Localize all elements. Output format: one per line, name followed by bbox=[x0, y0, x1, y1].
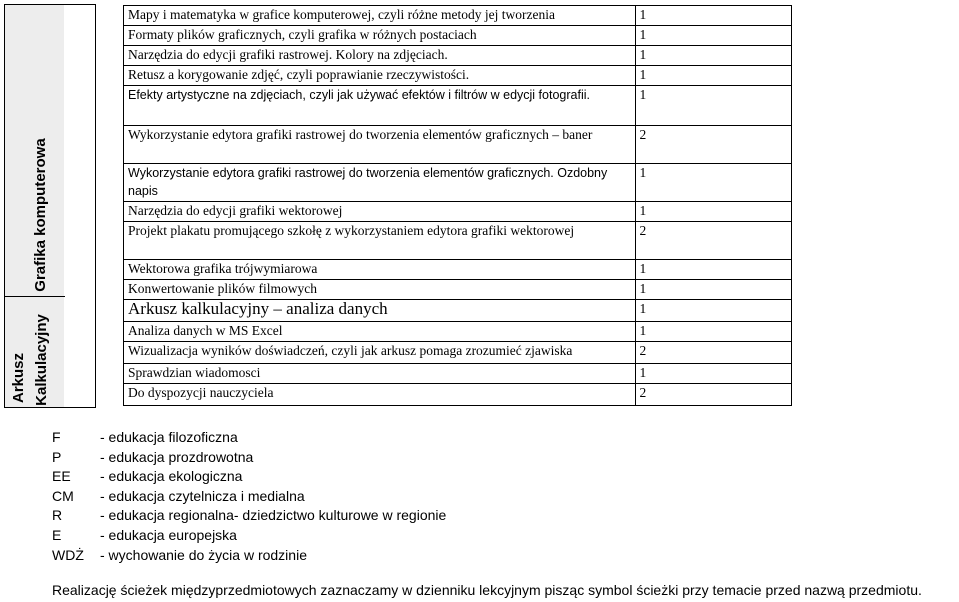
legend-description: - edukacja europejska bbox=[100, 526, 237, 543]
table-row bbox=[124, 384, 792, 406]
topic-cell: Wizualizacja wyników doświadczeń, czyli jak arkusz pomaga zrozumieć zjawiska bbox=[124, 342, 636, 364]
hours-cell: 1 bbox=[635, 6, 791, 26]
legend-code: CM bbox=[52, 487, 74, 504]
topic-cell: Projekt plakatu promującego szkołę z wykorzystaniem edytora grafiki wektorowej bbox=[124, 222, 636, 260]
hours-cell: 1 bbox=[635, 46, 791, 66]
hours-cell: 1 bbox=[635, 26, 791, 46]
section-column-white bbox=[64, 4, 96, 408]
table-row bbox=[124, 86, 792, 126]
hours-cell: 1 bbox=[635, 364, 791, 384]
legend-item bbox=[52, 546, 446, 566]
legend-item bbox=[52, 448, 446, 468]
topic-cell: Arkusz kalkulacyjny – analiza danych bbox=[124, 300, 636, 322]
legend-code: F bbox=[52, 429, 61, 445]
hours-cell: 1 bbox=[635, 280, 791, 300]
table-row bbox=[124, 26, 792, 46]
legend-code: WDŻ bbox=[52, 546, 84, 563]
legend-item bbox=[52, 467, 446, 487]
hours-cell: 2 bbox=[635, 222, 791, 260]
topic-cell: Konwertowanie plików filmowych bbox=[124, 280, 636, 300]
hours-cell: 1 bbox=[635, 322, 791, 342]
legend-description: - edukacja filozoficzna bbox=[100, 429, 238, 445]
table-row bbox=[124, 364, 792, 384]
table-row bbox=[124, 6, 792, 26]
table-row bbox=[124, 280, 792, 300]
hours-cell: 1 bbox=[635, 202, 791, 222]
table-row bbox=[124, 342, 792, 364]
table-row bbox=[124, 322, 792, 342]
legend bbox=[52, 428, 446, 565]
topic-cell: Analiza danych w MS Excel bbox=[124, 322, 636, 342]
table-row bbox=[124, 300, 792, 322]
hours-cell: 1 bbox=[635, 260, 791, 280]
table-row bbox=[124, 46, 792, 66]
section-label-grafika: Grafika komputerowa bbox=[32, 138, 49, 292]
topic-cell: Retusz a korygowanie zdjęć, czyli poprawianie rzeczywistości. bbox=[124, 66, 636, 86]
table-row bbox=[124, 202, 792, 222]
hours-cell: 1 bbox=[635, 300, 791, 322]
legend-description: - edukacja ekologiczna bbox=[100, 468, 243, 485]
topic-cell: Mapy i matematyka w grafice komputerowej, czyli różne metody jej tworzenia bbox=[124, 6, 636, 26]
topics-table bbox=[123, 5, 792, 406]
topic-cell: Efekty artystyczne na zdjęciach, czyli jak używać efektów i filtrów w edycji fotografii. bbox=[124, 86, 636, 126]
topic-cell: Formaty plików graficznych, czyli grafika w różnych postaciach bbox=[124, 26, 636, 46]
hours-cell: 2 bbox=[635, 126, 791, 164]
section-label-arkusz-line2: Kalkulacyjny bbox=[33, 314, 50, 406]
hours-cell: 1 bbox=[635, 164, 791, 202]
topic-cell: Wektorowa grafika trójwymiarowa bbox=[124, 260, 636, 280]
legend-item bbox=[52, 487, 446, 507]
topic-cell: Sprawdzian wiadomosci bbox=[124, 364, 636, 384]
hours-cell: 2 bbox=[635, 342, 791, 364]
table-row bbox=[124, 222, 792, 260]
legend-code: R bbox=[52, 507, 63, 524]
hours-cell: 1 bbox=[635, 86, 791, 126]
legend-description: - edukacja prozdrowotna bbox=[100, 448, 254, 465]
table-row bbox=[124, 260, 792, 280]
section-label-arkusz-line1: Arkusz bbox=[10, 352, 27, 404]
legend-code: P bbox=[52, 448, 62, 465]
topic-cell: Narzędzia do edycji grafiki rastrowej. Kolory na zdjęciach. bbox=[124, 46, 636, 66]
topic-cell: Narzędzia do edycji grafiki wektorowej bbox=[124, 202, 636, 222]
legend-item bbox=[52, 428, 446, 448]
footer-note: Realizację ścieżek międzyprzedmiotowych zaznaczamy w dzienniku lekcyjnym pisząc symbol ścieżki przy temacie przed nazwą przedmiotu. bbox=[52, 582, 922, 598]
table-row bbox=[124, 66, 792, 86]
legend-code: E bbox=[52, 526, 62, 543]
legend-description: - edukacja czytelnicza i medialna bbox=[100, 487, 305, 504]
legend-description: - wychowanie do życia w rodzinie bbox=[100, 546, 307, 563]
legend-item bbox=[52, 526, 446, 546]
legend-description: - edukacja regionalna- dziedzictwo kulturowe w regionie bbox=[100, 507, 447, 524]
legend-code: EE bbox=[52, 468, 71, 485]
topic-cell: Wykorzystanie edytora grafiki rastrowej do tworzenia elementów graficznych – baner bbox=[124, 126, 636, 164]
hours-cell: 1 bbox=[635, 66, 791, 86]
topic-cell: Do dyspozycji nauczyciela bbox=[124, 384, 636, 406]
legend-item bbox=[52, 506, 446, 526]
hours-cell: 2 bbox=[635, 384, 791, 406]
table-row bbox=[124, 126, 792, 164]
table-row bbox=[124, 164, 792, 202]
topic-cell: Wykorzystanie edytora grafiki rastrowej do tworzenia elementów graficznych. Ozdobny napis bbox=[124, 164, 636, 202]
